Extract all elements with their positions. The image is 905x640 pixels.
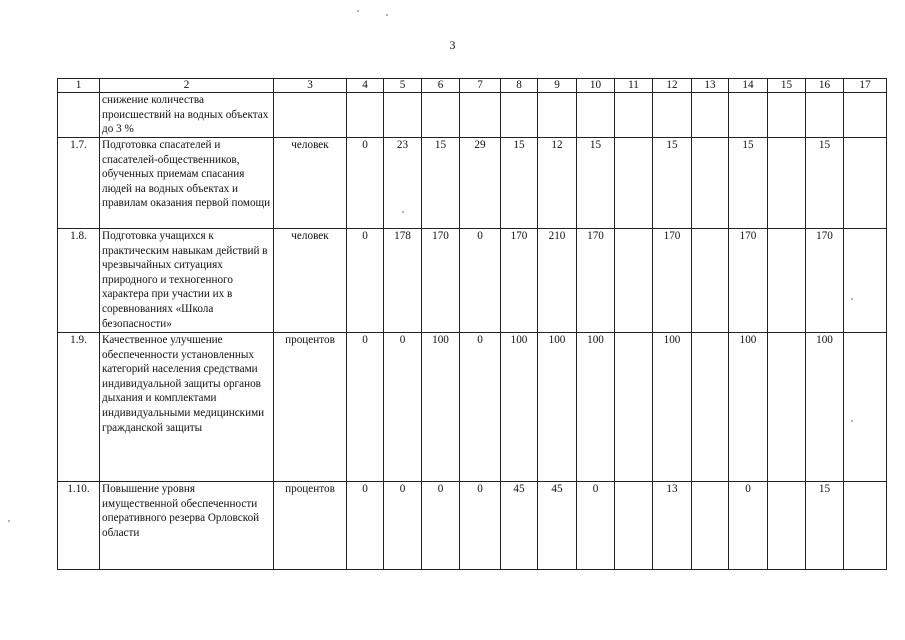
column-header: 10 (577, 79, 615, 93)
column-header: 14 (729, 79, 768, 93)
row-number: 1.7. (58, 138, 100, 229)
row-value (844, 93, 887, 138)
row-value: 0 (347, 482, 384, 570)
table-row (58, 333, 887, 482)
row-value: 45 (501, 482, 538, 570)
row-value: 0 (347, 333, 384, 482)
column-header: 15 (768, 79, 806, 93)
column-header: 5 (384, 79, 422, 93)
row-value (615, 93, 653, 138)
row-value (844, 333, 887, 482)
row-value: 15 (653, 138, 692, 229)
row-value: 0 (422, 482, 460, 570)
row-number: 1.8. (58, 229, 100, 333)
row-value: 15 (806, 138, 844, 229)
row-value: 0 (460, 482, 501, 570)
row-value (538, 93, 577, 138)
row-number: 1.10. (58, 482, 100, 570)
table-row (58, 482, 887, 570)
row-value: 100 (729, 333, 768, 482)
column-header: 11 (615, 79, 653, 93)
row-value: 29 (460, 138, 501, 229)
table-row (58, 138, 887, 229)
row-value (844, 229, 887, 333)
column-header: 17 (844, 79, 887, 93)
row-value: 100 (653, 333, 692, 482)
row-unit: человек (274, 138, 347, 229)
column-header: 9 (538, 79, 577, 93)
row-value (422, 93, 460, 138)
row-value: 0 (460, 229, 501, 333)
row-value: 100 (501, 333, 538, 482)
row-value (729, 93, 768, 138)
row-value: 45 (538, 482, 577, 570)
row-value (692, 333, 729, 482)
row-value (501, 93, 538, 138)
column-header: 12 (653, 79, 692, 93)
indicators-table (57, 78, 887, 570)
page-number: 3 (449, 38, 456, 52)
column-header: 4 (347, 79, 384, 93)
row-value (692, 138, 729, 229)
row-value (768, 93, 806, 138)
row-value (768, 138, 806, 229)
row-value (384, 93, 422, 138)
row-value: 0 (460, 333, 501, 482)
row-value (806, 93, 844, 138)
row-value: 15 (501, 138, 538, 229)
column-header: 6 (422, 79, 460, 93)
row-value: 0 (577, 482, 615, 570)
row-unit: процентов (274, 482, 347, 570)
row-value (653, 93, 692, 138)
row-value: 100 (538, 333, 577, 482)
row-value: 100 (577, 333, 615, 482)
row-value (844, 482, 887, 570)
row-value (615, 333, 653, 482)
column-header: 3 (274, 79, 347, 93)
row-description: Подготовка учащихся к практическим навыкам действий в чрезвычайных ситуациях природного и техногенного характера при участии их в соревнованиях «Школа безопасности» (100, 229, 274, 333)
row-description: Качественное улучшение обеспеченности установленных категорий населения средствами индивидуальной защиты органов дыхания и комплектами индивидуальными медицинскими гражданской защиты (100, 333, 274, 482)
row-value (460, 93, 501, 138)
header-row (58, 79, 887, 93)
row-value: 0 (729, 482, 768, 570)
row-unit (274, 93, 347, 138)
column-header: 2 (100, 79, 274, 93)
row-value: 170 (729, 229, 768, 333)
row-value: 0 (347, 229, 384, 333)
row-value (615, 229, 653, 333)
row-value (347, 93, 384, 138)
column-header: 16 (806, 79, 844, 93)
row-description: Подготовка спасателей и спасателей-общественников, обученных приемам спасания людей на водных объектах и правилам оказания первой помощи (100, 138, 274, 229)
row-value: 170 (577, 229, 615, 333)
row-value: 100 (422, 333, 460, 482)
table-row (58, 229, 887, 333)
column-header: 13 (692, 79, 729, 93)
row-value: 15 (577, 138, 615, 229)
row-value: 0 (384, 482, 422, 570)
row-number: 1.9. (58, 333, 100, 482)
column-header: 7 (460, 79, 501, 93)
row-value: 0 (347, 138, 384, 229)
row-value (768, 333, 806, 482)
row-value: 15 (729, 138, 768, 229)
row-value (844, 138, 887, 229)
row-value: 23 (384, 138, 422, 229)
row-unit: человек (274, 229, 347, 333)
row-value: 12 (538, 138, 577, 229)
row-value (692, 482, 729, 570)
row-description: Повышение уровня имущественной обеспеченности оперативного резерва Орловской области (100, 482, 274, 570)
row-value: 170 (422, 229, 460, 333)
column-header: 1 (58, 79, 100, 93)
row-number (58, 93, 100, 138)
row-value: 178 (384, 229, 422, 333)
row-value: 210 (538, 229, 577, 333)
row-value (615, 138, 653, 229)
row-value: 100 (806, 333, 844, 482)
row-value (768, 229, 806, 333)
row-value (768, 482, 806, 570)
row-value (692, 229, 729, 333)
row-value: 170 (653, 229, 692, 333)
table-row (58, 93, 887, 138)
row-unit: процентов (274, 333, 347, 482)
row-value: 170 (806, 229, 844, 333)
row-value (692, 93, 729, 138)
row-value: 15 (806, 482, 844, 570)
row-value: 0 (384, 333, 422, 482)
column-header: 8 (501, 79, 538, 93)
row-description: снижение количества происшествий на водных объектах до 3 % (100, 93, 274, 138)
row-value: 13 (653, 482, 692, 570)
row-value: 170 (501, 229, 538, 333)
row-value (577, 93, 615, 138)
row-value: 15 (422, 138, 460, 229)
row-value (615, 482, 653, 570)
